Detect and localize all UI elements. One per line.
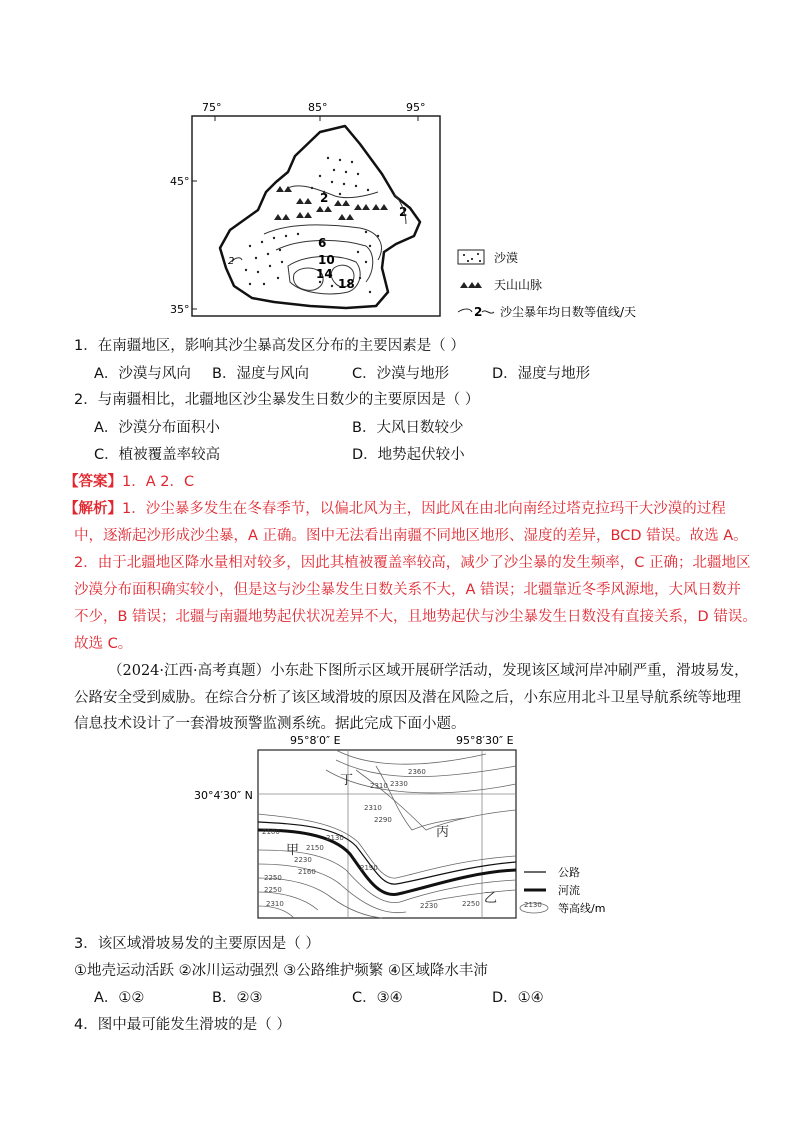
- lat-label-35: 35°: [170, 303, 190, 316]
- landslide-contour-map: [186, 730, 626, 926]
- q1-option-c: C．沙漠与地形: [352, 366, 450, 382]
- svg-text:2100: 2100: [262, 828, 280, 836]
- lon-label-95: 95°: [406, 101, 426, 114]
- analysis-tag: 【解析】: [64, 501, 122, 517]
- analysis-line-2: 中，逐渐起沙形成沙尘暴，A 正确。图中无法看出南疆不同地区地形、湿度的差异，BCD 错误。故选 A。: [74, 528, 748, 544]
- lon-label-2: 95°8′30″ E: [456, 734, 514, 747]
- q2-option-d: D．地势起伏较小: [352, 447, 465, 463]
- svg-text:2130: 2130: [326, 834, 344, 842]
- contour-label-2-north: 2: [320, 191, 329, 205]
- place-ding: 丁: [340, 773, 354, 788]
- q2-stem: 2．与南疆相比，北疆地区沙尘暴发生日数少的主要原因是（ ）: [74, 392, 480, 408]
- lat-label-45: 45°: [170, 175, 190, 188]
- svg-text:2160: 2160: [298, 868, 316, 876]
- lon-label-75: 75°: [202, 101, 222, 114]
- place-jia: 甲: [286, 843, 300, 858]
- q4-stem: 4．图中最可能发生滑坡的是（ ）: [74, 1017, 291, 1033]
- q1-option-b: B．湿度与风向: [212, 366, 309, 382]
- analysis-line-4: 沙漠分布面积确实较小，但是这与沙尘暴发生日数关系不大，A 错误；北疆靠近冬季风源地，大风日数并: [74, 582, 742, 598]
- q3-stem: 3．该区域滑坡易发的主要原因是（ ）: [74, 936, 320, 952]
- q3-statements: ①地壳运动活跃 ②冰川运动强烈 ③公路维护频繁 ④区域降水丰沛: [74, 963, 488, 979]
- svg-text:2330: 2330: [390, 780, 408, 788]
- map2-legend: [520, 866, 605, 915]
- legend-desert: 沙漠: [494, 251, 519, 265]
- q2-option-c: C．植被覆盖率较高: [94, 447, 221, 463]
- intro-line-3: 信息技术设计了一套滑坡预警监测系统。据此完成下面小题。: [74, 716, 466, 732]
- lon-label-85: 85°: [308, 101, 328, 114]
- contour-label-2-west: 2: [228, 256, 235, 267]
- contour-label-10: 10: [318, 253, 335, 267]
- source-tag: （2024·江西·高考真题）: [108, 663, 271, 679]
- q1-stem: 1．在南疆地区，影响其沙尘暴高发区分布的主要因素是（ ）: [74, 338, 465, 354]
- legend-road: 公路: [558, 866, 580, 879]
- analysis-line-3: 2．由于北疆地区降水量相对较多，因此其植被覆盖率较高，减少了沙尘暴的发生频率，C 正确；北疆地区: [74, 555, 751, 571]
- legend-contour: 等高线/m: [558, 902, 606, 915]
- answer-text: 1．A 2．C: [122, 474, 195, 490]
- xinjiang-dust-storm-map: [170, 96, 670, 328]
- svg-text:2190: 2190: [360, 864, 378, 872]
- contour-label-6: 6: [318, 236, 327, 250]
- q3-option-a: A．①②: [94, 990, 145, 1006]
- svg-text:2250: 2250: [264, 874, 282, 882]
- lon-label-1: 95°8′0″ E: [290, 734, 341, 747]
- svg-text:2250: 2250: [264, 886, 282, 894]
- legend-tianshan: 天山山脉: [494, 278, 543, 292]
- q2-option-a: A．沙漠分布面积小: [94, 420, 220, 436]
- analysis-line-1: 【解析】1．沙尘暴多发生在冬春季节，以偏北风为主，因此风在由北向南经过塔克拉玛干大沙漠的过程: [64, 501, 726, 517]
- q2-option-b: B．大风日数较少: [352, 420, 464, 436]
- place-bing: 丙: [436, 825, 450, 840]
- intro-line-1: （2024·江西·高考真题）小东赴下图所示区域开展研学活动，发现该区域河岸冲刷严重，滑坡易发，: [108, 663, 749, 679]
- svg-text:2310: 2310: [364, 804, 382, 812]
- q3-option-b: B．②③: [212, 990, 263, 1006]
- lat-label: 30°4′30″ N: [194, 789, 253, 802]
- answer-tag: 【答案】: [64, 474, 122, 490]
- legend-contour-value: 2130: [524, 901, 542, 909]
- svg-text:2310: 2310: [370, 782, 388, 790]
- legend-river: 河流: [558, 884, 580, 897]
- q1-option-a: A．沙漠与风向: [94, 366, 191, 382]
- svg-text:2230: 2230: [420, 902, 438, 910]
- svg-text:2360: 2360: [408, 768, 426, 776]
- svg-text:2310: 2310: [266, 900, 284, 908]
- place-yi: 乙: [484, 891, 498, 906]
- legend-contour-sample: 2: [474, 305, 483, 319]
- q1-option-d: D．湿度与地形: [492, 366, 591, 382]
- contour-label-18: 18: [338, 277, 355, 291]
- contour-label-14: 14: [316, 267, 333, 281]
- map1-legend: [458, 250, 636, 319]
- svg-text:2230: 2230: [294, 856, 312, 864]
- svg-text:2150: 2150: [306, 844, 324, 852]
- analysis-line-5: 不少，B 错误；北疆与南疆地势起伏状况差异不大，且地势起伏与沙尘暴发生日数没有直接关系，D 错误。: [74, 609, 757, 625]
- q3-option-d: D．①④: [492, 990, 544, 1006]
- q3-option-c: C．③④: [352, 990, 403, 1006]
- intro-line-2: 公路安全受到威胁。在综合分析了该区域滑坡的原因及潜在风险之后，小东应用北斗卫星导航系统等地理: [74, 690, 741, 706]
- svg-text:2290: 2290: [374, 816, 392, 824]
- answer-line: [64, 472, 194, 492]
- analysis-line-6: 故选 C。: [74, 636, 133, 652]
- contour-label-2-east: 2: [399, 205, 408, 219]
- legend-contour: 沙尘暴年均日数等值线/天: [500, 305, 637, 319]
- svg-text:2250: 2250: [462, 900, 480, 908]
